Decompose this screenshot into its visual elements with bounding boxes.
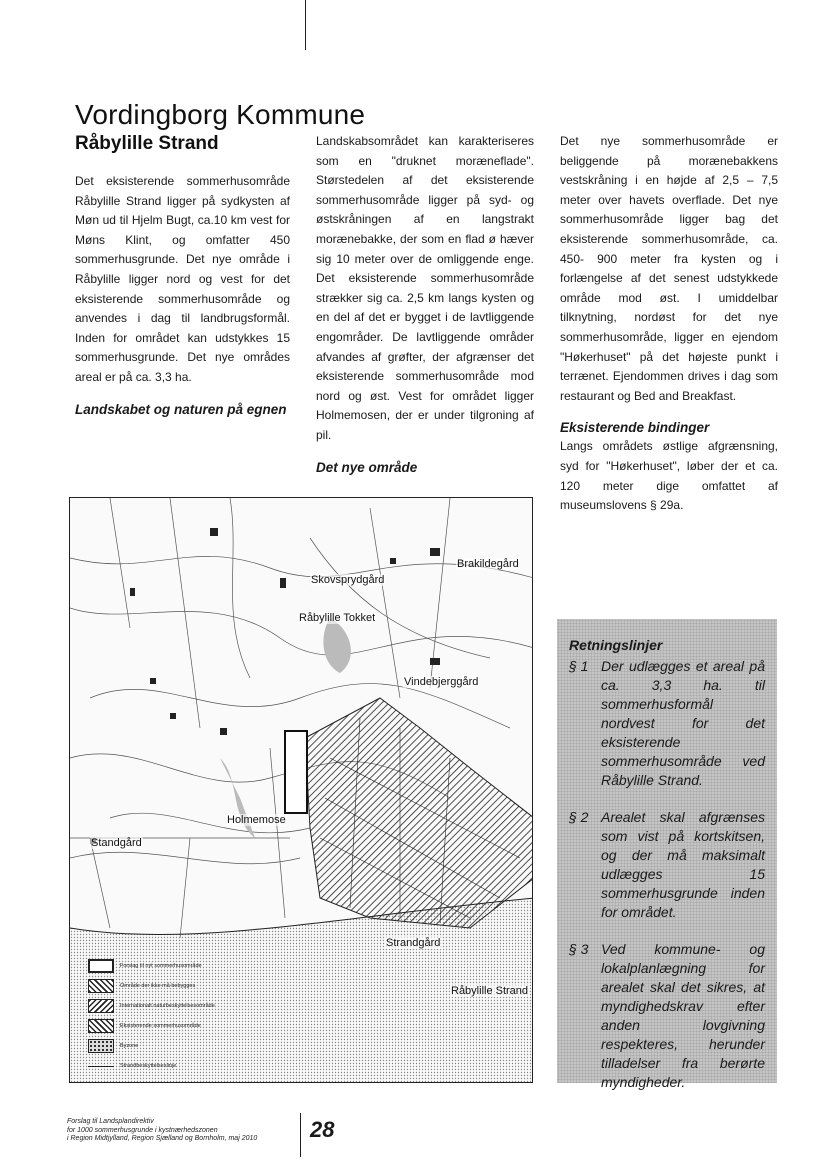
guideline-number: § 3 [569,941,589,957]
holmemose-wetland [220,758,255,838]
new-area-paragraph: Det nye sommerhusområde er beliggende på morænebakkens vestskråning i en højde af 2,5 – 7,5 meter over havets overflade. Det nye sommerhusområde ligger bag det eksisterende sommerhusområde, ca. 450- 900 meter fra kysten og i forlængelse af det senest udstykkede område mod øst. I umiddelbar tilknytning, nordøst for det nye sommerhusområde, ligger en ejendom "Høkerhuset" på det højeste punkt i terrænet. Ejendommen drives i dag som restaurant og Bed and Breakfast. [560,134,778,403]
existing-summerhouse-area [305,698,533,928]
legend-item [88,956,278,976]
legend-swatch [88,979,114,993]
legend-label: Byzone [120,1042,139,1049]
area-map [69,497,533,1083]
guideline-number: § 2 [569,809,589,825]
text-column-2 [316,132,534,477]
map-label-raabylille-strand: Råbylille Strand [451,985,529,997]
legend-label: Eksisterende sommerhusområde [120,1022,201,1029]
legend-label: Område der ikke må bebygges [120,982,196,989]
footer-line: for 1000 sommerhusgrunde i kystnærhedszonen [67,1126,218,1134]
map-label-vindebjerggaard: Vindebjerggård [404,676,479,688]
tokket-wood [323,618,350,673]
guideline-item [569,808,765,922]
footer-divider [300,1113,301,1157]
text-column-3 [560,132,778,516]
footer-line: Forslag til Landsplandirektiv [67,1118,154,1125]
intro-paragraph: Det eksisterende sommerhusområde Råbylille Strand ligger på sydkysten af Møn ud til Hjelm Bugt, ca.10 km vest for Møns Klint, og omfatter 450 sommerhusgrunde. Det nye område i Råbylille ligger nord og vest for det eksisterende sommerhusområde og anvendes i dag til landbrugsformål. Inden for området kan udstykkes 15 sommerhusgrunde. Det nye områdes areal er på ca. 3,3 ha. [75,174,290,384]
text-column-1 [75,132,290,419]
legend-label: Internationalt naturbeskyttelsesområde [120,1002,215,1009]
map-label-holmemose: Holmemose [227,814,286,826]
legend-item [88,1036,278,1056]
guideline-item [569,657,765,790]
footer-text [67,1118,257,1144]
bindings-paragraph: Langs områdets østlige afgrænsning, syd for "Høkerhuset", løber der et ca. 120 meter dige omfattet af museumslovens § 29a. [560,439,778,513]
page-number: 28 [310,1117,335,1142]
legend-swatch [88,1039,114,1053]
legend-item [88,976,278,996]
map-label-skovsprydgaard: Skovsprydgård [311,574,385,586]
section-title: Råbylille Strand [75,133,219,154]
guideline-text: Arealet skal afgrænses som vist på kortskitsen, og der må maksimalt udlægges 15 sommerhusgrunde inden for området. [601,809,765,920]
guideline-text: Ved kommune- og lokalplanlægning for arealet skal det sikres, at myndighedskrav efter anden lovgivning respekteres, herunder tilladelser fra berørte myndigheder. [601,941,765,1090]
legend-item [88,1016,278,1036]
map-label-raabylille-tokket: Råbylille Tokket [299,612,376,624]
legend-item [88,996,278,1016]
map-label-strandgaard: Strandgård [386,937,441,949]
guideline-text: Der udlægges et areal på ca. 3,3 ha. til sommerhusformål nordvest for det eksisterende sommerhusområde ved Råbylille Strand. [601,658,765,788]
legend-swatch [88,999,114,1013]
legend-item [88,1056,278,1076]
page-title: Vordingborg Kommune [75,98,366,130]
landscape-heading: Landskabet og naturen på egnen [75,401,287,417]
new-area-heading: Det nye område [316,459,418,475]
guideline-item [569,940,765,1092]
header-tick-mark [305,0,306,50]
bindings-heading: Eksisterende bindinger [560,420,710,436]
map-label-brakildegaard: Brakildegård [457,558,519,570]
legend-label: Strandbeskyttelseslinje [120,1062,177,1069]
footer-line: i Region Midtjylland, Region Sjælland og Bornholm, maj 2010 [67,1135,258,1142]
map-legend [88,956,278,1076]
map-label-standgaard: Standgård [91,837,142,849]
legend-swatch [88,1066,114,1067]
proposed-new-area [285,731,307,813]
landscape-paragraph: Landskabsområdet kan karakteriseres som en "druknet moræneflade". Størstedelen af det eksisterende sommerhusområde ligger på syd- og østskråningen af en langstrakt morænebakke, der som en flad ø hæver sig 10 meter over de omliggende enge. Det eksisterende sommerhusområde strækker sig ca. 2,5 km langs kysten og en del af det er bygget i de lavtliggende engområder. De lavtliggende områder afvandes af grøfter, der afgrænser det eksisterende sommerhusområde mod nord og øst. Vest for området ligger Holmemosen, der er under tilgroning af pil. [316,134,534,442]
legend-label: Forslag til nyt sommerhusområde [120,962,202,969]
guideline-number: § 1 [569,658,589,674]
legend-swatch [88,1019,114,1033]
guidelines-box [557,619,777,1090]
legend-swatch [88,959,114,973]
guidelines-title: Retningslinjer [569,637,663,653]
